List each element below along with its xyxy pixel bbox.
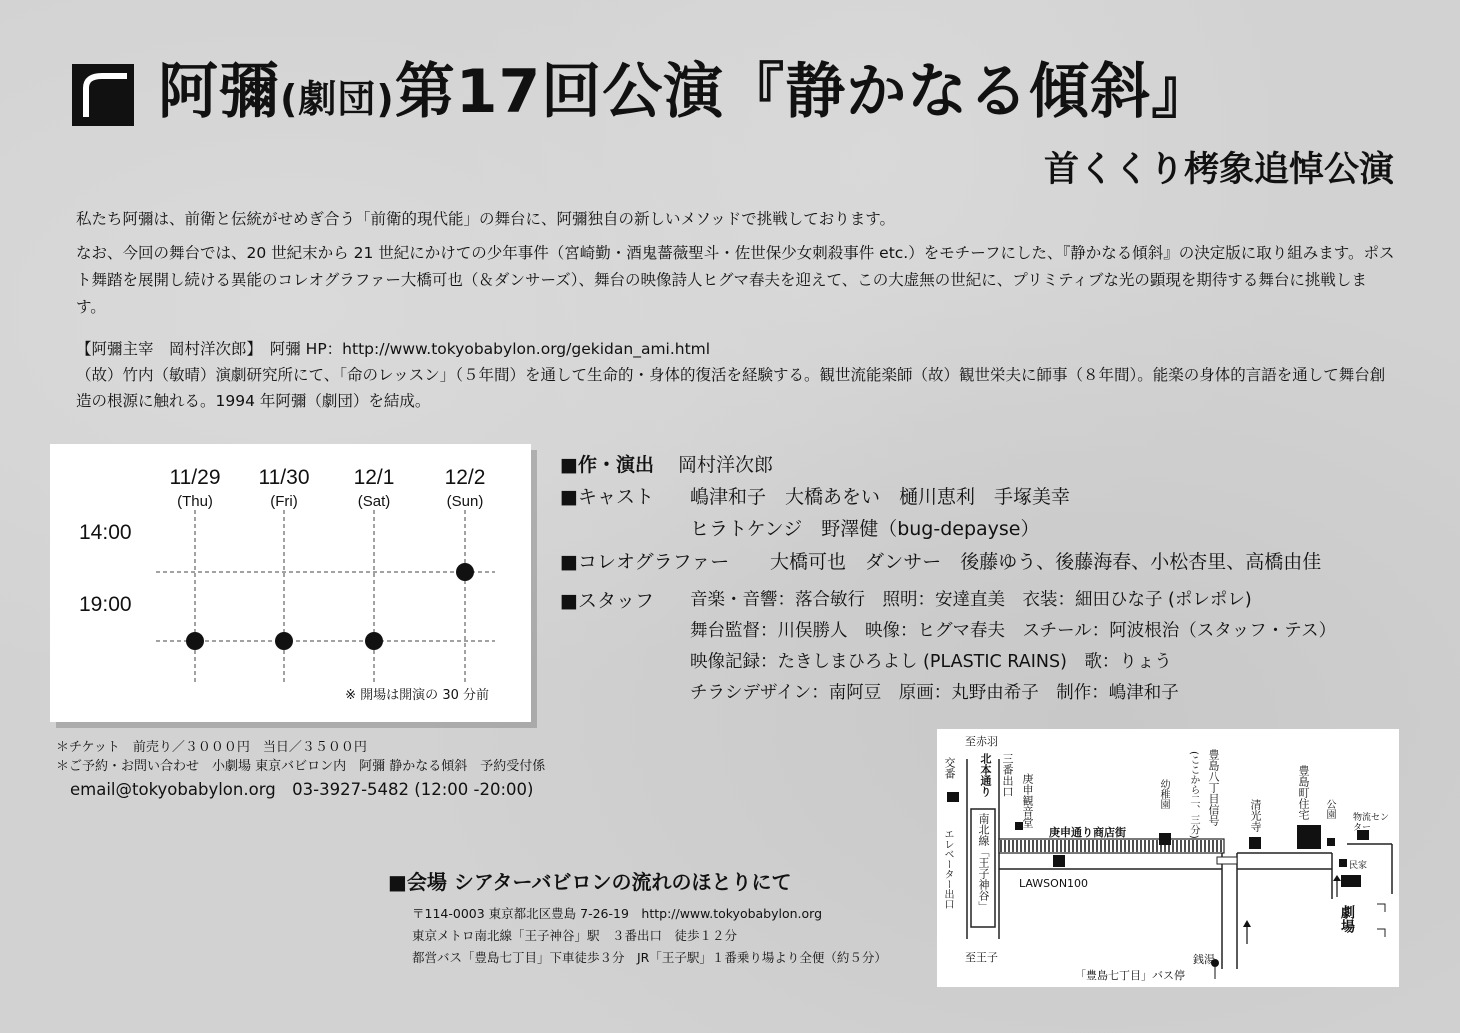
performance-dot [365,632,383,650]
staff-line-1: 音楽・音響：落合敏行 照明：安達直美 衣装：細田ひな子 (ポレポレ) [690,590,1252,610]
map-label-logistics: 物流センター [1353,813,1390,833]
map-label-private-house: 民家 [1349,861,1368,871]
day-label: (Sun) [446,493,484,510]
venue-title: ■会場 シアターバビロンの流れのほとりにて [388,870,792,894]
credit-direction [560,450,773,477]
map-label-shopping-street: 庚申通り商店街 [1049,826,1126,839]
date-label: 11/29 [169,466,221,489]
choreo-names: 大橋可也 ダンサー 後藤ゆう、後藤海春、小松杏里、高橋由佳 [770,551,1322,573]
venue-info [388,866,887,969]
map-label-signal-note: (ここから二、三分) [1188,751,1199,839]
date-label: 12/1 [353,466,395,489]
map-label-elevator-exit: エレベーター出口 [942,829,953,909]
company-logo [72,64,134,126]
map-label-bathhouse: 銭湯 [1193,953,1215,966]
production-title: 第17回公演『静かなる傾斜』 [394,57,1213,127]
staff-line-3: 映像記録：たきしまひろよし (PLASTIC RAINS) 歌：りょう [690,652,1172,672]
map-label-signal: 豊島八丁目信号 [1207,749,1220,826]
map-label-housing: 豊島町住宅 [1297,765,1310,820]
map-label-koban: 交番 [943,757,956,779]
company-name: 阿彌 [158,57,280,127]
map-label-park: 公園 [1324,799,1335,819]
staff-line-2: 舞台監督：川俣勝人 映像：ヒグマ春夫 スチール：阿波根治（スタッフ・テス） [690,621,1337,641]
performance-dot [275,632,293,650]
map-label-koshin-hall: 庚申観音堂 [1021,773,1034,828]
map-label-to-akabane: 至赤羽 [965,735,998,748]
cast-line-1: 嶋津和子 大橋あをい 樋川恵利 手塚美幸 [690,486,1071,508]
map-label-theater: 劇場 [1339,905,1355,933]
company-type: (劇団) [280,77,395,121]
page-subtitle: 首くくり栲象追悼公演 [1043,150,1394,190]
map-label-temple: 清光寺 [1249,799,1262,832]
performance-dot [186,632,204,650]
map-label-kindergarten: 幼稚園 [1158,779,1169,809]
map-label-nanboku: 南北線「王子神谷」 [977,813,990,912]
direction-label: ■作・演出 [560,454,654,476]
performance-dot [456,563,474,581]
venue-access-2: 都営バス「豊島七丁目」下車徒歩３分 JR「王子駅」１番乗り場より全便（約５分） [412,950,887,965]
ticket-info [56,738,545,804]
date-label: 11/30 [258,466,310,489]
date-label: 12/2 [444,466,486,489]
venue-map [937,729,1399,987]
ticket-prices: ＊チケット 前売り／３０００円 当日／３５００円 [56,740,367,755]
choreo-label: ■コレオグラファー [560,551,730,573]
time-label: 19:00 [79,593,132,616]
day-label: (Sat) [357,493,391,510]
director-heading: 【阿彌主宰 岡村洋次郎】 阿彌 HP：http://www.tokyobabylon.org/gekidan_ami.html [76,340,711,358]
intro-paragraph-2: なお、今回の舞台では、20 世紀末から 21 世紀にかけての少年事件（宮崎勤・酒鬼薔薇聖斗・佐世保少女刺殺事件 etc.）をモチーフにした、『静かなる傾斜』の決定版に取り組みます。ポスト舞踏を展開し続ける異能のコレオグラファー大橋可也（＆ダンサーズ）、舞台の映像詩人ヒグマ春夫を迎えて、この大虚無の世紀に、プリミティブな光の顕現を期待する舞台に挑戦します。 [76,244,1395,316]
map-label-bus-stop: 「豊島七丁目」バス停 [1075,969,1185,982]
director-bio: （故）竹内（敏晴）演劇研究所にて、「命のレッスン」（５年間）を通して生命的・身体的復活を経験する。観世流能楽師（故）観世栄夫に師事（８年間）。能楽の身体的言語を通して舞台創造の根源に触れる。1994 年阿彌（劇団）を結成。 [76,366,1386,410]
staff-line-4: チラシデザイン：南阿豆 原画：丸野由希子 制作：嶋津和子 [690,683,1179,703]
cast-line-2: ヒラトケンジ 野澤健（bug-depayse） [690,518,1040,540]
reservation-info: ＊ご予約・お問い合わせ 小劇場 東京バビロン内 阿彌 静かなる傾斜 予約受付係 [56,759,546,774]
contact-line[interactable]: email@tokyobabylon.org 03-3927-5482 (12:00 -20:00) [70,780,534,799]
schedule-grid [50,444,531,722]
direction-name: 岡村洋次郎 [678,454,774,476]
schedule-chart [50,444,531,722]
map-label-lawson: LAWSON100 [1019,877,1089,890]
time-label: 14:00 [79,521,132,544]
staff-label: ■スタッフ [560,590,654,612]
day-label: (Fri) [270,493,298,510]
map-label-kita-dori: 北本通り [979,753,992,797]
opening-note: ※ 開場は開演の 30 分前 [345,688,489,703]
venue-address[interactable]: 〒114-0003 東京都北区豊島 7-26-19 http://www.tokyobabylon.org [412,906,823,921]
page-title [158,52,1212,139]
map-label-exit3: 三番出口 [1001,753,1014,797]
cast-label: ■キャスト [560,486,654,508]
intro-paragraph-1: 私たち阿彌は、前衛と伝統がせめぎ合う「前衛的現代能」の舞台に、阿彌独自の新しいメソッドで挑戦しております。 [76,210,896,228]
map-label-to-oji: 至王子 [965,951,998,964]
director-profile [76,336,1396,414]
day-label: (Thu) [177,493,213,510]
venue-access-1: 東京メトロ南北線「王子神谷」駅 ３番出口 徒歩１２分 [412,928,738,943]
